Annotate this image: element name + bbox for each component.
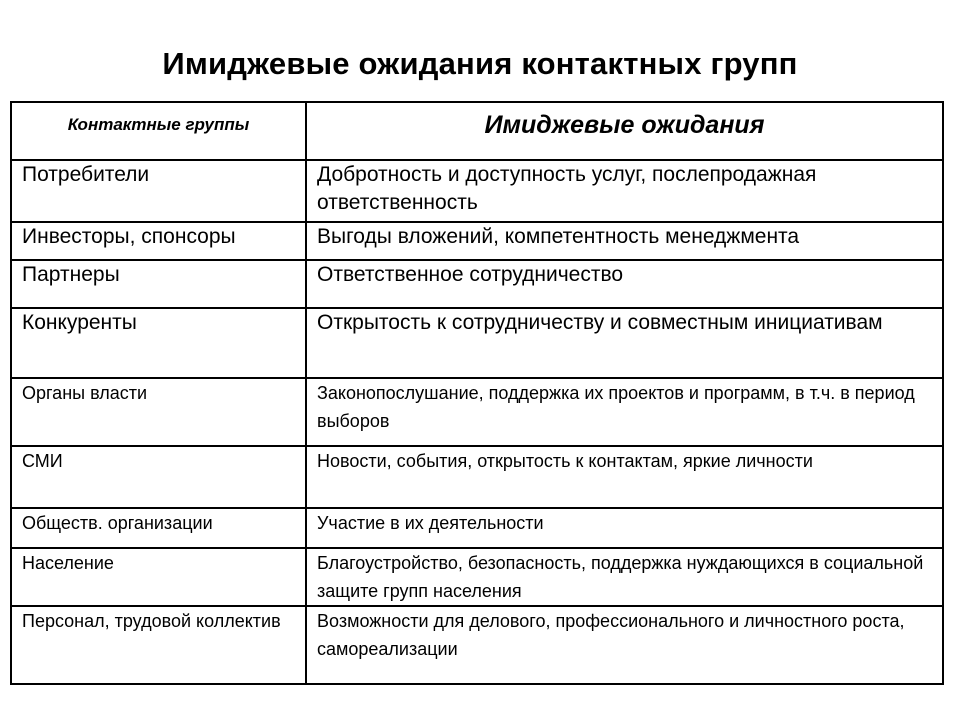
expectations-table [10, 101, 944, 685]
table-row [11, 222, 943, 260]
table-header-row [11, 102, 943, 160]
table-row [11, 548, 943, 606]
expectation-cell: Ответственное сотрудничество [306, 260, 943, 308]
expectation-cell: Добротность и доступность услуг, послепродажная ответственность [306, 160, 943, 222]
expectation-cell: Новости, события, открытость к контактам, яркие личности [306, 446, 943, 508]
table-row [11, 160, 943, 222]
expectation-cell: Участие в их деятельности [306, 508, 943, 548]
table-row [11, 606, 943, 684]
table-row [11, 260, 943, 308]
expectation-cell: Благоустройство, безопасность, поддержка нуждающихся в социальной защите групп населения [306, 548, 943, 606]
expectation-cell: Выгоды вложений, компетентность менеджмента [306, 222, 943, 260]
group-cell: Население [11, 548, 306, 606]
group-cell: СМИ [11, 446, 306, 508]
group-cell: Партнеры [11, 260, 306, 308]
table-row [11, 308, 943, 378]
expectation-cell: Открытость к сотрудничеству и совместным инициативам [306, 308, 943, 378]
group-cell: Обществ. организации [11, 508, 306, 548]
table-row [11, 378, 943, 446]
table-row [11, 446, 943, 508]
group-cell: Органы власти [11, 378, 306, 446]
slide-title: Имиджевые ожидания контактных групп [162, 46, 798, 81]
group-cell: Персонал, трудовой коллектив [11, 606, 306, 684]
column-header-groups: Контактные группы [11, 102, 306, 160]
expectation-cell: Возможности для делового, профессионального и личностного роста, самореализации [306, 606, 943, 684]
group-cell: Инвесторы, спонсоры [11, 222, 306, 260]
table-row [11, 508, 943, 548]
group-cell: Потребители [11, 160, 306, 222]
column-header-expectations: Имиджевые ожидания [306, 102, 943, 160]
group-cell: Конкуренты [11, 308, 306, 378]
expectation-cell: Законопослушание, поддержка их проектов и программ, в т.ч. в период выборов [306, 378, 943, 446]
